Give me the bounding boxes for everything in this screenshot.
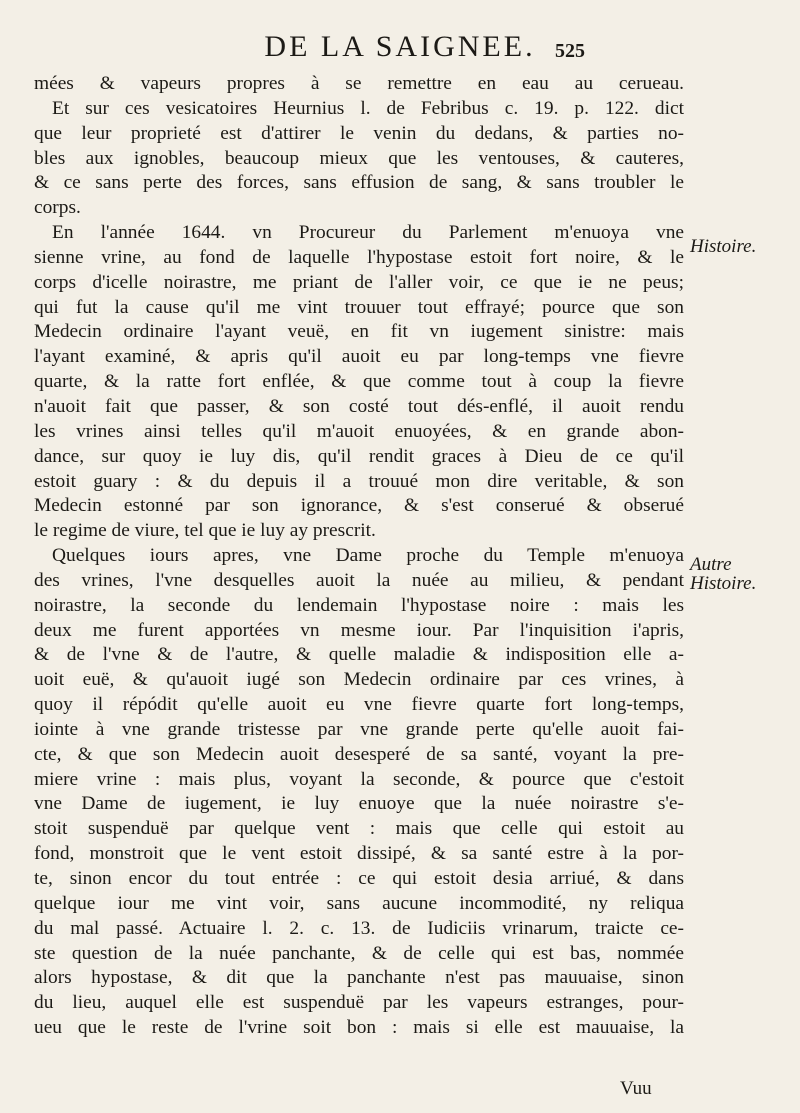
text-line: mées & vapeurs propres à se remettre en eau au cerueau. <box>34 73 684 94</box>
text-line: cte, & que son Medecin auoit desesperé de sa santé, voyant la pre- <box>34 743 684 765</box>
text-line: les vrines ainsi telles qu'il m'auoit enuoyées, & en grande abon- <box>34 420 684 442</box>
text-line: quarte, & la ratte fort enflée, & que comme tout à coup la fievre <box>34 371 684 393</box>
text-line: du mal passé. Actuaire l. 2. c. 13. de Iudiciis vrinarum, traicte ce- <box>34 917 684 939</box>
text-line: corps d'icelle noirastre, me priant de l'aller voir, ce que ie ne peus; <box>34 271 684 293</box>
text-line: alors hypostase, & dit que la panchante n'est pas mauuaise, sinon <box>34 967 684 989</box>
text-line: du lieu, auquel elle est suspenduë par les vapeurs estranges, pour- <box>34 992 684 1014</box>
text-line: Medecin estonné par son ignorance, & s'est conserué & obserué <box>34 495 684 517</box>
text-line: & ce sans perte des forces, sans effusion de sang, & sans troubler le <box>34 172 684 194</box>
text-line: stoit suspenduë par quelque vent : mais que celle qui estoit au <box>34 818 684 840</box>
text-line: te, sinon encor du tout entrée : ce qui estoit desia arriué, & dans <box>34 868 684 889</box>
text-line: miere vrine : mais plus, voyant la seconde, & pource que c'estoit <box>34 768 684 790</box>
text-line: le regime de viure, tel que ie luy ay prescrit. <box>34 520 376 542</box>
text-line: sienne vrine, au fond de laquelle l'hypostase estoit fort noire, & le <box>34 246 684 268</box>
text-line: Medecin ordinaire l'ayant veuë, en fit vn iugement sinistre: mais <box>34 321 684 343</box>
text-line: des vrines, l'vne desquelles auoit la nuée au milieu, & pendant <box>34 569 684 591</box>
text-line: qui fut la cause qu'il me vint trouuer tout effrayé; pource que son <box>34 296 684 318</box>
text-line: corps. <box>34 197 81 219</box>
text-line: bles aux ignobles, beaucoup mieux que les ventouses, & cauteres, <box>34 147 684 169</box>
text-line: estoit guary : & du depuis il a trouué mon dire veritable, & son <box>34 470 684 492</box>
text-line: & de l'vne & de l'autre, & quelle maladie & indisposition elle a- <box>34 644 684 666</box>
text-line: iointe à vne grande tristesse par vne grande perte qu'elle auoit fai- <box>34 718 684 740</box>
text-line: ueu que le reste de l'vrine soit bon : mais si elle est mauuaise, la <box>34 1017 684 1039</box>
text-line: noirastre, la seconde du lendemain l'hypostase noire : mais les <box>34 594 684 616</box>
text-line: dance, sur quoy ie luy dis, qu'il rendit graces à Dieu de ce qu'il <box>34 445 684 467</box>
page-number: 525 <box>555 40 585 62</box>
margin-note-autre-histoire: Autre Histoire. <box>690 554 757 594</box>
text-line: que leur proprieté est d'attirer le venin du dedans, & parties no- <box>34 122 684 144</box>
text-line: n'auoit fait que passer, & son costé tout dés-enflé, il auoit rendu <box>34 395 684 417</box>
text-line: uoit euë, & qu'auoit iugé son Medecin ordinaire par ces vrines, à <box>34 669 684 691</box>
text-line: quelque iour me vint voir, sans aucune incommodité, ny reliqua <box>34 892 684 914</box>
text-line: fond, monstroit que le vent estoit dissipé, & sa santé estre à la por- <box>34 843 684 865</box>
body-text <box>34 72 684 1041</box>
running-head: DE LA SAIGNEE. <box>264 30 536 63</box>
text-line: Quelques iours apres, vne Dame proche du Temple m'enuoya <box>52 545 684 567</box>
text-line: Et sur ces vesicatoires Heurnius l. de Febribus c. 19. p. 122. dict <box>52 97 684 119</box>
text-line: En l'année 1644. vn Procureur du Parlement m'enuoya vne <box>52 222 684 244</box>
text-line: l'ayant examiné, & apris qu'il auoit eu par long-temps vne fievre <box>34 346 684 368</box>
catchword: Vuu <box>620 1078 652 1099</box>
text-line: ste question de la nuée panchante, & de celle qui est bas, nommée <box>34 942 684 964</box>
text-line: quoy il répódit qu'elle auoit eu vne fievre quarte fort long-temps, <box>34 694 684 716</box>
text-line: deux me furent apportées vn mesme iour. Par l'inquisition i'apris, <box>34 619 684 641</box>
margin-note-histoire: Histoire. <box>690 236 757 257</box>
text-line: vne Dame de iugement, ie luy enuoye que la nuée noirastre s'e- <box>34 793 684 815</box>
